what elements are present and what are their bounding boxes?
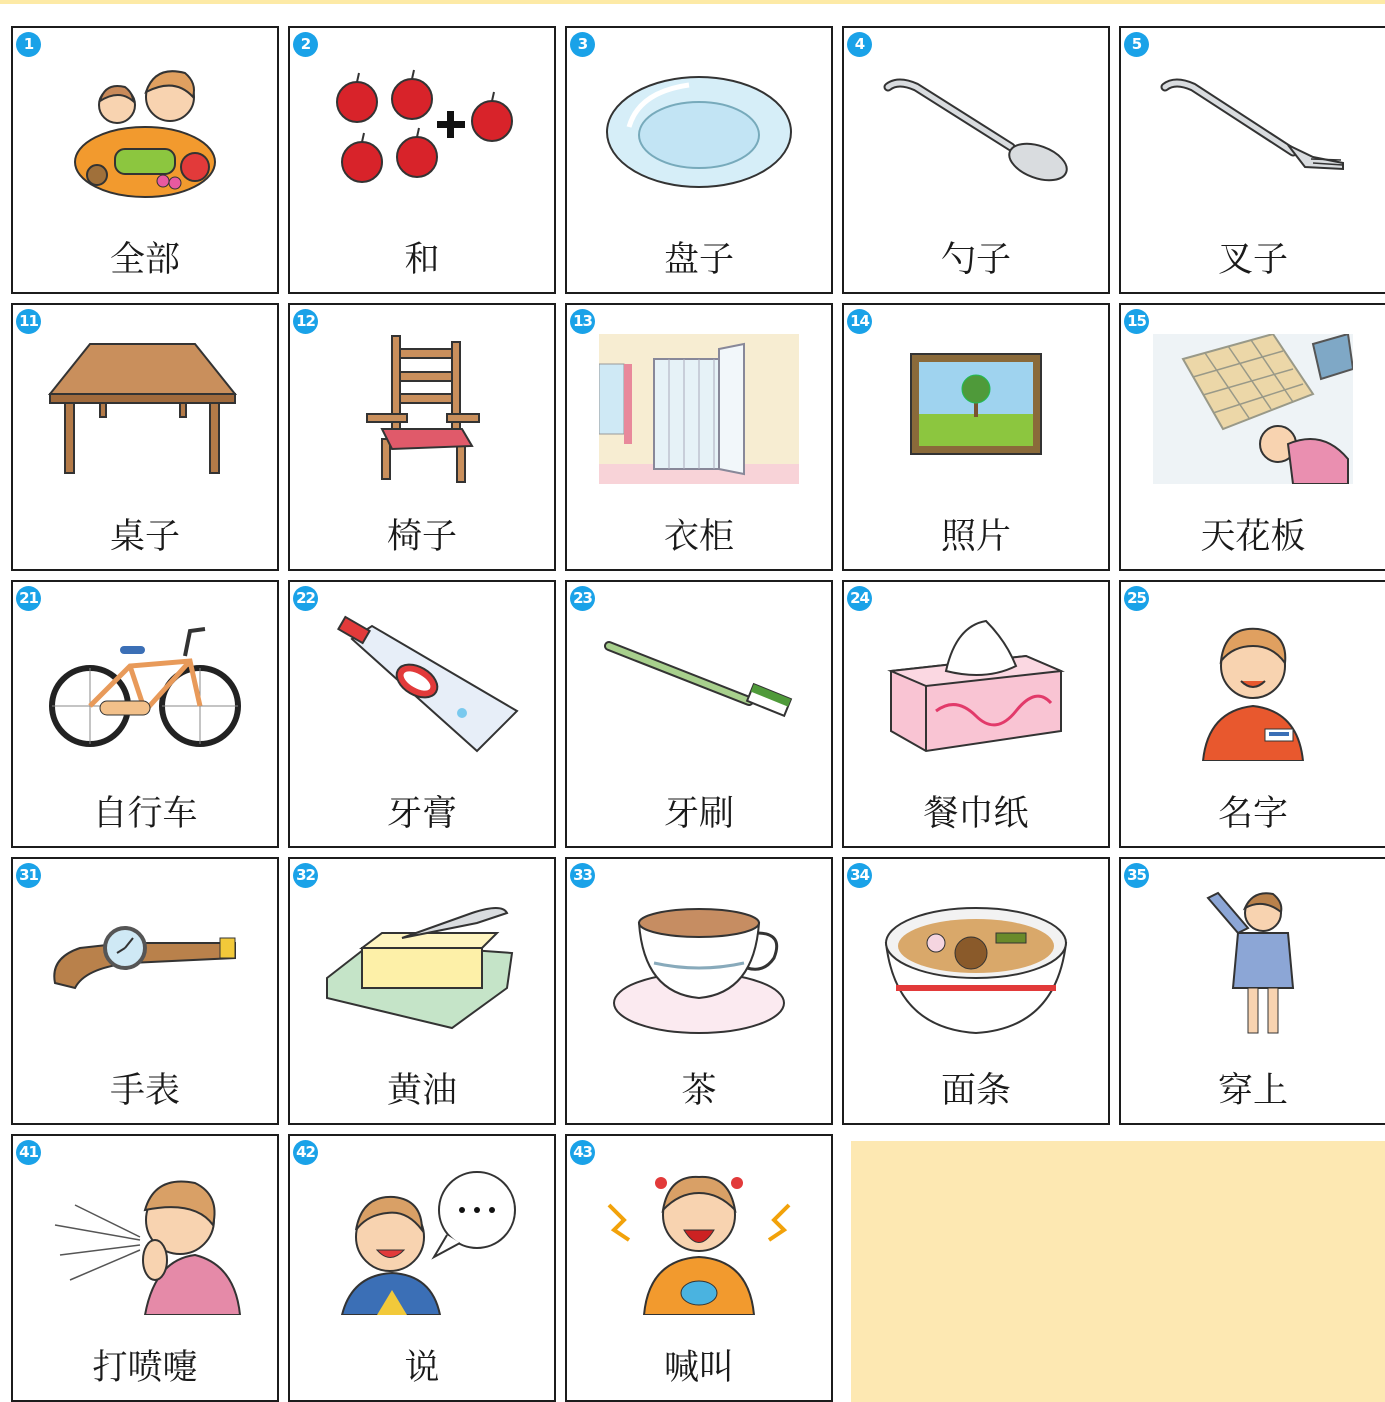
card-number-badge: 3: [570, 32, 595, 57]
top-accent-bar: [0, 0, 1385, 4]
toothbrush-icon: [587, 606, 811, 766]
card-label: 勺子: [940, 240, 1011, 280]
wristwatch-icon: [33, 883, 257, 1043]
toothpaste-icon: [310, 606, 534, 766]
picture-frame-icon: [864, 329, 1088, 489]
card-number-badge: 1: [16, 32, 41, 57]
vocab-card[interactable]: [1119, 303, 1385, 571]
card-label: 穿上: [1217, 1071, 1288, 1111]
vocab-card[interactable]: [842, 580, 1110, 848]
vocab-card[interactable]: [288, 303, 556, 571]
card-label: 名字: [1217, 794, 1288, 834]
card-number-badge: 15: [1124, 309, 1149, 334]
vocab-card[interactable]: [1119, 26, 1385, 294]
toys-icon: [33, 52, 257, 212]
card-number-badge: 24: [847, 586, 872, 611]
tissue-box-icon: [864, 606, 1088, 766]
vocab-card[interactable]: [1119, 857, 1385, 1125]
card-label: 牙膏: [386, 794, 457, 834]
speaking-boy-icon: [310, 1160, 534, 1320]
vocab-card[interactable]: [11, 26, 279, 294]
plate-icon: [587, 52, 811, 212]
card-label: 椅子: [386, 517, 457, 557]
sneeze-icon: [33, 1160, 257, 1320]
card-number-badge: 5: [1124, 32, 1149, 57]
card-label: 喊叫: [663, 1348, 734, 1388]
card-number-badge: 42: [293, 1140, 318, 1165]
wardrobe-icon: [587, 329, 811, 489]
card-number-badge: 35: [1124, 863, 1149, 888]
card-label: 盘子: [663, 240, 734, 280]
boy-name-tag-icon: [1141, 606, 1365, 766]
card-number-badge: 11: [16, 309, 41, 334]
card-number-badge: 31: [16, 863, 41, 888]
fork-icon: [1141, 52, 1365, 212]
card-number-badge: 41: [16, 1140, 41, 1165]
card-label: 茶: [681, 1071, 717, 1111]
spoon-icon: [864, 52, 1088, 212]
vocab-card[interactable]: [11, 580, 279, 848]
card-label: 手表: [109, 1071, 180, 1111]
vocab-card[interactable]: [11, 303, 279, 571]
vocab-card[interactable]: [11, 857, 279, 1125]
chair-icon: [310, 329, 534, 489]
vocab-card[interactable]: [288, 1134, 556, 1402]
card-label: 自行车: [92, 794, 198, 834]
getting-dressed-icon: [1141, 883, 1365, 1043]
card-number-badge: 43: [570, 1140, 595, 1165]
card-number-badge: 12: [293, 309, 318, 334]
vocab-card[interactable]: [288, 857, 556, 1125]
vocab-card[interactable]: [842, 303, 1110, 571]
shouting-girl-icon: [587, 1160, 811, 1320]
ceiling-icon: [1141, 329, 1365, 489]
card-label: 说: [404, 1348, 440, 1388]
vocab-card[interactable]: [842, 857, 1110, 1125]
apples-plus-icon: [310, 52, 534, 212]
card-number-badge: 22: [293, 586, 318, 611]
card-number-badge: 32: [293, 863, 318, 888]
card-number-badge: 4: [847, 32, 872, 57]
bicycle-icon: [33, 606, 257, 766]
card-number-badge: 33: [570, 863, 595, 888]
card-label: 全部: [109, 240, 180, 280]
vocab-card[interactable]: [1119, 580, 1385, 848]
vocab-card[interactable]: [11, 1134, 279, 1402]
card-number-badge: 2: [293, 32, 318, 57]
card-label: 叉子: [1217, 240, 1288, 280]
card-label: 餐巾纸: [923, 794, 1029, 834]
card-number-badge: 14: [847, 309, 872, 334]
vocab-card[interactable]: [565, 303, 833, 571]
card-label: 天花板: [1200, 517, 1306, 557]
card-label: 牙刷: [663, 794, 734, 834]
vocab-card[interactable]: [565, 580, 833, 848]
card-label: 桌子: [109, 517, 180, 557]
vocab-card[interactable]: [565, 1134, 833, 1402]
butter-icon: [310, 883, 534, 1043]
card-number-badge: 25: [1124, 586, 1149, 611]
teacup-icon: [587, 883, 811, 1043]
noodle-bowl-icon: [864, 883, 1088, 1043]
card-label: 照片: [940, 517, 1011, 557]
card-label: 黄油: [386, 1071, 457, 1111]
vocab-card[interactable]: [842, 26, 1110, 294]
empty-filler-panel: [851, 1141, 1385, 1402]
card-label: 和: [404, 240, 440, 280]
table-icon: [33, 329, 257, 489]
card-number-badge: 23: [570, 586, 595, 611]
card-label: 衣柜: [663, 517, 734, 557]
vocab-card[interactable]: [565, 857, 833, 1125]
card-label: 面条: [940, 1071, 1011, 1111]
vocab-card[interactable]: [288, 580, 556, 848]
card-number-badge: 13: [570, 309, 595, 334]
card-number-badge: 21: [16, 586, 41, 611]
card-number-badge: 34: [847, 863, 872, 888]
vocab-card[interactable]: [288, 26, 556, 294]
vocab-card[interactable]: [565, 26, 833, 294]
card-label: 打喷嚏: [92, 1348, 198, 1388]
